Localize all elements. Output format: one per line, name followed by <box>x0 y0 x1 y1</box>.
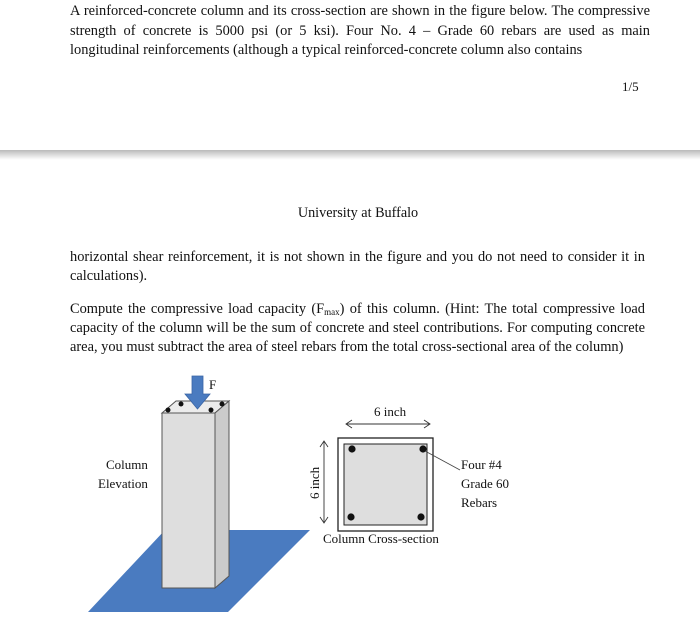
cross-section-inner-border <box>344 444 427 525</box>
rebar-dot-top <box>220 402 225 407</box>
page-header: University at Buffalo <box>297 205 419 221</box>
page-number: 1/5 <box>622 79 639 94</box>
height-dimension-label: 6 inch <box>307 466 322 499</box>
width-dimension-label: 6 inch <box>374 404 407 419</box>
elevation-label-line2: Elevation <box>98 476 148 491</box>
rebar-dot-top <box>179 402 184 407</box>
rebar-label-line2: Grade 60 <box>461 476 510 491</box>
rebar-label-line1: Four #4 <box>461 457 502 472</box>
elevation-label-line1: Column <box>106 457 148 472</box>
fmax-subscript: max <box>324 307 340 317</box>
rebar-label-line3: Rebars <box>461 495 498 510</box>
cross-section-caption: Column Cross-section <box>323 531 439 546</box>
rebar-dot <box>347 513 354 520</box>
problem-paragraph-continued: horizontal shear reinforcement, it is not shown in the figure and you do not need to consider it in calculations). <box>70 249 645 284</box>
rebar-dot-top <box>209 408 214 413</box>
column-side-face <box>215 401 229 588</box>
question-text-start: Compute the compressive load capacity (F <box>70 301 325 317</box>
force-label: F <box>209 377 217 392</box>
question-text-end: ) of this column. (Hint: The total compressive load capacity of the column will be the sum of concrete and steel contributions. For computing concrete area, you must subtract the area of steel rebars from the total cross-sectional area of the column) <box>70 301 645 355</box>
rebar-dot <box>417 513 424 520</box>
rebar-dot <box>348 445 355 452</box>
rebar-dot-top <box>166 408 171 413</box>
column-front-face <box>162 413 215 588</box>
problem-paragraph-page1: A reinforced-concrete column and its cross-section are shown in the figure below. The compressive strength of concrete is 5000 psi (or 5 ksi). Four No. 4 – Grade 60 rebars are used as main longitudinal reinforcements (although a typical reinforced-concrete column also contains <box>70 3 650 58</box>
